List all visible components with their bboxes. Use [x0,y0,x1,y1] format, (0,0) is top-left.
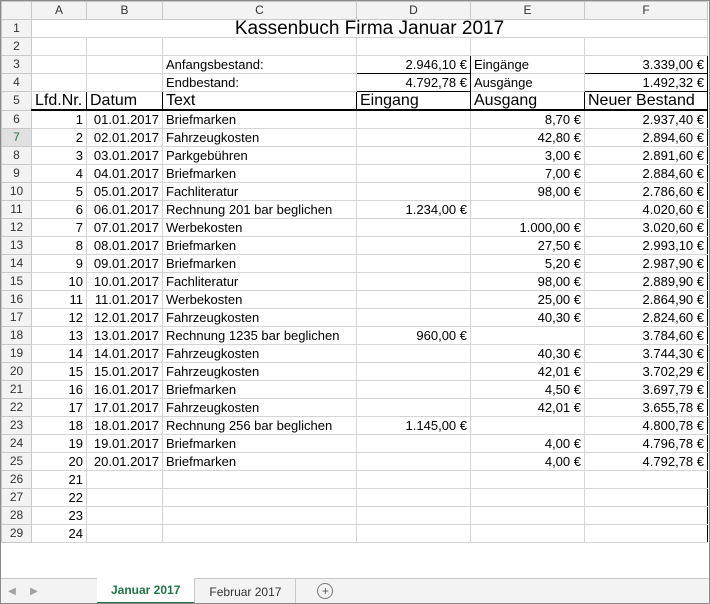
row-header[interactable]: 1 [2,20,32,38]
cell-neuer-bestand[interactable]: 4.800,78 € [585,417,708,435]
cell-grid[interactable] [1,1,708,543]
cell-eingang[interactable]: 1.234,00 € [357,201,471,219]
table-row [2,291,708,309]
row-header[interactable]: 13 [2,237,32,255]
cell[interactable] [87,56,163,74]
cell-lfd-nr[interactable]: 2 [32,129,87,147]
cell-neuer-bestand[interactable]: 2.894,60 € [585,129,708,147]
cell-eingang[interactable] [357,237,471,255]
cell-eingang[interactable] [357,345,471,363]
cell-lfd-nr[interactable]: 13 [32,327,87,345]
cell-ausgang[interactable]: 4,00 € [471,435,585,453]
header-datum[interactable]: Datum [87,92,163,111]
row-header[interactable]: 9 [2,165,32,183]
cell-lfd-nr[interactable]: 21 [32,471,87,489]
opening-balance-value[interactable]: 2.946,10 € [357,56,471,74]
summary-row-opening [2,56,708,74]
row-header[interactable]: 16 [2,291,32,309]
table-row [2,219,708,237]
cell-neuer-bestand[interactable]: 2.993,10 € [585,237,708,255]
cell-lfd-nr[interactable]: 17 [32,399,87,417]
table-row [2,345,708,363]
cell[interactable] [87,38,163,56]
cell-datum[interactable]: 19.01.2017 [87,435,163,453]
cell-text[interactable]: Werbekosten [163,291,357,309]
cell-datum[interactable]: 13.01.2017 [87,327,163,345]
cell-lfd-nr[interactable]: 19 [32,435,87,453]
cell-lfd-nr[interactable]: 24 [32,525,87,543]
row-header[interactable]: 22 [2,399,32,417]
cell-neuer-bestand[interactable]: 3.020,60 € [585,219,708,237]
header-eingang[interactable]: Eingang [357,92,471,111]
cell-text[interactable]: Briefmarken [163,255,357,273]
table-row [2,183,708,201]
cell-eingang[interactable]: 1.145,00 € [357,417,471,435]
cell-neuer-bestand[interactable]: 4.020,60 € [585,201,708,219]
cell-text[interactable]: Fahrzeugkosten [163,399,357,417]
cell-datum[interactable]: 07.01.2017 [87,219,163,237]
cell-text[interactable]: Fahrzeugkosten [163,309,357,327]
cell-ausgang[interactable]: 1.000,00 € [471,219,585,237]
cell-ausgang[interactable] [471,327,585,345]
cell-eingang[interactable] [357,381,471,399]
title-row [2,20,708,38]
cell-lfd-nr[interactable]: 1 [32,110,87,129]
cell-eingang[interactable] [357,291,471,309]
cell-text[interactable]: Rechnung 256 bar beglichen [163,417,357,435]
row-header[interactable]: 11 [2,201,32,219]
cell-lfd-nr[interactable]: 23 [32,507,87,525]
cell-lfd-nr[interactable]: 20 [32,453,87,471]
cell-ausgang[interactable]: 42,80 € [471,129,585,147]
cell-ausgang[interactable]: 40,30 € [471,309,585,327]
cell-ausgang[interactable]: 8,70 € [471,110,585,129]
table-row [2,309,708,327]
row-header[interactable]: 14 [2,255,32,273]
table-row [2,381,708,399]
cell-ausgang[interactable] [471,525,585,543]
cell-datum[interactable]: 11.01.2017 [87,291,163,309]
cell-eingang[interactable] [357,273,471,291]
cell-ausgang[interactable] [471,507,585,525]
cell-text[interactable]: Werbekosten [163,219,357,237]
row-header[interactable]: 3 [2,56,32,74]
row-header[interactable]: 25 [2,453,32,471]
table-row [2,147,708,165]
cell-neuer-bestand[interactable]: 2.891,60 € [585,147,708,165]
sheet-tab-bar [1,578,709,604]
cell[interactable] [32,74,87,92]
cell-neuer-bestand[interactable]: 4.796,78 € [585,435,708,453]
cell-datum[interactable] [87,507,163,525]
income-total-value[interactable]: 3.339,00 € [585,56,708,74]
cell-lfd-nr[interactable]: 18 [32,417,87,435]
cell[interactable] [163,38,357,56]
table-row [2,471,708,489]
row-header[interactable]: 21 [2,381,32,399]
cell-eingang[interactable] [357,507,471,525]
table-row [2,237,708,255]
row-header[interactable]: 24 [2,435,32,453]
cell-datum[interactable]: 05.01.2017 [87,183,163,201]
cell-datum[interactable]: 02.01.2017 [87,129,163,147]
cell-datum[interactable]: 09.01.2017 [87,255,163,273]
cell-text[interactable]: Briefmarken [163,435,357,453]
cell-neuer-bestand[interactable] [585,507,708,525]
row-header[interactable]: 12 [2,219,32,237]
cell-text[interactable]: Fahrzeugkosten [163,363,357,381]
cell-lfd-nr[interactable]: 4 [32,165,87,183]
cell-neuer-bestand[interactable]: 3.744,30 € [585,345,708,363]
table-header-row [2,92,708,111]
income-label[interactable]: Eingänge [471,56,585,74]
tab-januar-2017[interactable]: Januar 2017 [97,578,195,604]
column-header-c[interactable]: C [163,2,357,20]
header-neuer-bestand[interactable]: Neuer Bestand [585,92,708,111]
cell[interactable] [87,74,163,92]
summary-row-closing [2,74,708,92]
cell-lfd-nr[interactable]: 11 [32,291,87,309]
header-text[interactable]: Text [163,92,357,111]
cell-datum[interactable]: 10.01.2017 [87,273,163,291]
tab-februar-2017[interactable]: Februar 2017 [195,579,296,604]
cell-eingang[interactable] [357,471,471,489]
cell-lfd-nr[interactable]: 12 [32,309,87,327]
cell-text[interactable]: Briefmarken [163,165,357,183]
cell-datum[interactable]: 14.01.2017 [87,345,163,363]
row-header[interactable]: 6 [2,110,32,129]
cell-eingang[interactable] [357,399,471,417]
column-header-e[interactable]: E [471,2,585,20]
cell-datum[interactable]: 18.01.2017 [87,417,163,435]
worksheet[interactable] [1,1,708,543]
row-header[interactable]: 7 [2,129,32,147]
cell-text[interactable]: Briefmarken [163,110,357,129]
table-row [2,327,708,345]
row-header[interactable]: 19 [2,345,32,363]
cell-ausgang[interactable]: 5,20 € [471,255,585,273]
cell-neuer-bestand[interactable]: 2.937,40 € [585,110,708,129]
cell-datum[interactable]: 04.01.2017 [87,165,163,183]
cell-neuer-bestand[interactable]: 2.786,60 € [585,183,708,201]
row-header[interactable]: 4 [2,74,32,92]
cell-neuer-bestand[interactable]: 2.889,90 € [585,273,708,291]
cell-ausgang[interactable] [471,471,585,489]
closing-balance-label[interactable]: Endbestand: [163,74,357,92]
cell-ausgang[interactable]: 98,00 € [471,273,585,291]
table-row [2,417,708,435]
row-header[interactable]: 26 [2,471,32,489]
cell-ausgang[interactable]: 40,30 € [471,345,585,363]
cell-lfd-nr[interactable]: 10 [32,273,87,291]
cell-neuer-bestand[interactable]: 3.697,79 € [585,381,708,399]
table-row [2,489,708,507]
select-all-corner[interactable] [2,2,32,20]
table-row [2,273,708,291]
table-row [2,363,708,381]
column-header-d[interactable]: D [357,2,471,20]
cell-datum[interactable]: 08.01.2017 [87,237,163,255]
header-ausgang[interactable]: Ausgang [471,92,585,111]
cell-text[interactable]: Briefmarken [163,381,357,399]
cell-eingang[interactable] [357,110,471,129]
cell-datum[interactable]: 16.01.2017 [87,381,163,399]
row-header[interactable]: 20 [2,363,32,381]
table-row [2,399,708,417]
cell-text[interactable]: Rechnung 201 bar beglichen [163,201,357,219]
cell-datum[interactable] [87,525,163,543]
column-header-row [2,2,708,20]
cell-datum[interactable]: 01.01.2017 [87,110,163,129]
cell-datum[interactable]: 15.01.2017 [87,363,163,381]
cell-text[interactable]: Fachliteratur [163,183,357,201]
cell-text[interactable] [163,507,357,525]
cell-eingang[interactable] [357,147,471,165]
table-row [2,110,708,129]
expenses-total-value[interactable]: 1.492,32 € [585,74,708,92]
cell-eingang[interactable] [357,435,471,453]
cell-datum[interactable]: 03.01.2017 [87,147,163,165]
cell-neuer-bestand[interactable]: 4.792,78 € [585,453,708,471]
column-header-b[interactable]: B [87,2,163,20]
spacer-row [2,38,708,56]
table-row [2,507,708,525]
table-row [2,525,708,543]
cell[interactable] [32,56,87,74]
table-row [2,201,708,219]
cell-eingang[interactable]: 960,00 € [357,327,471,345]
cell-lfd-nr[interactable]: 16 [32,381,87,399]
expenses-label[interactable]: Ausgänge [471,74,585,92]
cell[interactable] [32,38,87,56]
cell-eingang[interactable] [357,129,471,147]
cell-neuer-bestand[interactable]: 2.824,60 € [585,309,708,327]
cell-lfd-nr[interactable]: 3 [32,147,87,165]
cell-text[interactable]: Fachliteratur [163,273,357,291]
cell-lfd-nr[interactable]: 14 [32,345,87,363]
cell-text[interactable]: Briefmarken [163,453,357,471]
cell-ausgang[interactable]: 98,00 € [471,183,585,201]
opening-balance-label[interactable]: Anfangsbestand: [163,56,357,74]
header-lfd-nr[interactable]: Lfd.Nr. [32,92,87,111]
tab-spacer [45,579,97,604]
cell-text[interactable]: Fahrzeugkosten [163,345,357,363]
row-header[interactable]: 5 [2,92,32,111]
cell-text[interactable] [163,471,357,489]
cell-neuer-bestand[interactable] [585,489,708,507]
sheet-title[interactable]: Kassenbuch Firma Januar 2017 [32,20,708,38]
cell-neuer-bestand[interactable]: 2.987,90 € [585,255,708,273]
cell-neuer-bestand[interactable]: 3.655,78 € [585,399,708,417]
table-row [2,255,708,273]
cell-ausgang[interactable]: 27,50 € [471,237,585,255]
cell-datum[interactable]: 17.01.2017 [87,399,163,417]
row-header[interactable]: 8 [2,147,32,165]
cell-lfd-nr[interactable]: 8 [32,237,87,255]
cell-eingang[interactable] [357,453,471,471]
cell-text[interactable] [163,525,357,543]
cell[interactable] [585,38,708,56]
cell-datum[interactable] [87,471,163,489]
cell-lfd-nr[interactable]: 9 [32,255,87,273]
cell-ausgang[interactable]: 7,00 € [471,165,585,183]
cell-neuer-bestand[interactable] [585,525,708,543]
chevron-right-icon[interactable]: ▶ [30,586,38,597]
cell-lfd-nr[interactable]: 6 [32,201,87,219]
cell[interactable] [471,38,585,56]
cell-ausgang[interactable]: 4,50 € [471,381,585,399]
cell-eingang[interactable] [357,219,471,237]
cell-text[interactable]: Fahrzeugkosten [163,129,357,147]
cell-neuer-bestand[interactable]: 3.784,60 € [585,327,708,345]
table-row [2,453,708,471]
cell-text[interactable]: Parkgebühren [163,147,357,165]
row-header[interactable]: 27 [2,489,32,507]
cell-ausgang[interactable]: 25,00 € [471,291,585,309]
cell-text[interactable]: Rechnung 1235 bar beglichen [163,327,357,345]
cell-ausgang[interactable]: 3,00 € [471,147,585,165]
cell-ausgang[interactable]: 42,01 € [471,363,585,381]
cell-eingang[interactable] [357,309,471,327]
cell-ausgang[interactable] [471,417,585,435]
row-header[interactable]: 18 [2,327,32,345]
cell-eingang[interactable] [357,363,471,381]
row-header[interactable]: 10 [2,183,32,201]
cell-ausgang[interactable]: 42,01 € [471,399,585,417]
cell-lfd-nr[interactable]: 7 [32,219,87,237]
cell-datum[interactable]: 20.01.2017 [87,453,163,471]
cell-eingang[interactable] [357,183,471,201]
cell-text[interactable] [163,489,357,507]
cell-datum[interactable]: 12.01.2017 [87,309,163,327]
closing-balance-value[interactable]: 4.792,78 € [357,74,471,92]
cell-neuer-bestand[interactable] [585,471,708,489]
add-sheet-button[interactable] [314,580,336,602]
cell-neuer-bestand[interactable]: 2.864,90 € [585,291,708,309]
row-header[interactable]: 28 [2,507,32,525]
cell-lfd-nr[interactable]: 5 [32,183,87,201]
table-row [2,129,708,147]
cell-eingang[interactable] [357,489,471,507]
cell-ausgang[interactable] [471,489,585,507]
cell-text[interactable]: Briefmarken [163,237,357,255]
row-header[interactable]: 29 [2,525,32,543]
row-header[interactable]: 15 [2,273,32,291]
cell-neuer-bestand[interactable]: 3.702,29 € [585,363,708,381]
cell-eingang[interactable] [357,255,471,273]
cell-eingang[interactable] [357,165,471,183]
table-row [2,165,708,183]
plus-circle-icon: + [317,583,333,599]
cell-lfd-nr[interactable]: 22 [32,489,87,507]
cell-datum[interactable] [87,489,163,507]
row-header[interactable]: 2 [2,38,32,56]
cell-datum[interactable]: 06.01.2017 [87,201,163,219]
row-header[interactable]: 23 [2,417,32,435]
cell-neuer-bestand[interactable]: 2.884,60 € [585,165,708,183]
cell-lfd-nr[interactable]: 15 [32,363,87,381]
cell[interactable] [357,38,471,56]
column-header-a[interactable]: A [32,2,87,20]
column-header-f[interactable]: F [585,2,708,20]
cell-ausgang[interactable]: 4,00 € [471,453,585,471]
table-row [2,435,708,453]
chevron-left-icon[interactable]: ◀ [8,586,16,597]
cell-ausgang[interactable] [471,201,585,219]
cell-eingang[interactable] [357,525,471,543]
row-header[interactable]: 17 [2,309,32,327]
